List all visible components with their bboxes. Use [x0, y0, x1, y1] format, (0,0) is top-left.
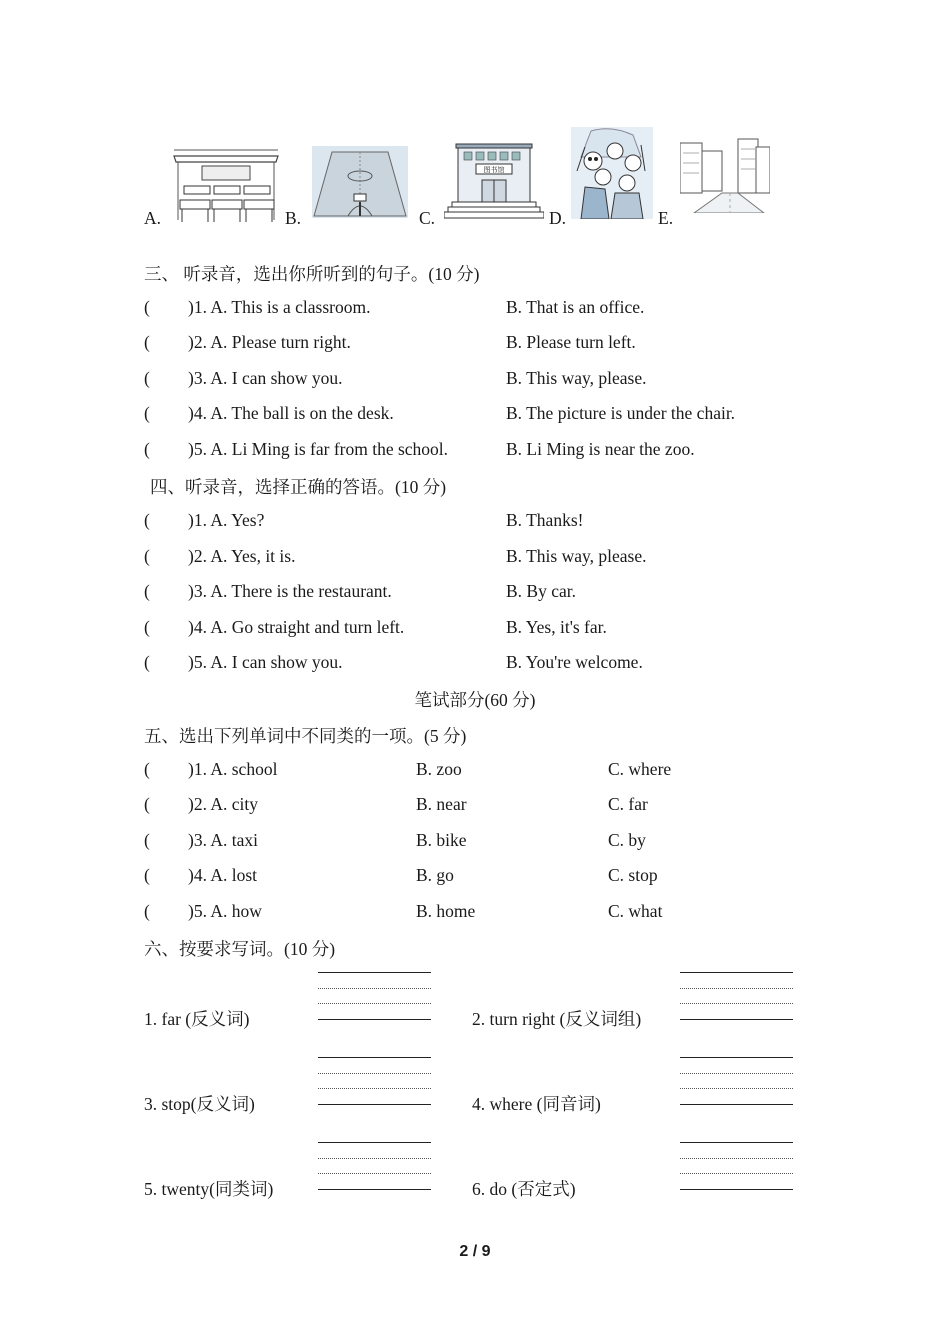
- section3-item-1: [144, 297, 864, 321]
- section5-item-1: [144, 759, 864, 783]
- section4-title: 四、听录音，选择正确的答语。(10 分): [150, 477, 447, 497]
- picture-label-d: D.: [549, 208, 567, 228]
- section3-item-3: [144, 368, 864, 392]
- written-part-header: 笔试部分(60 分): [414, 690, 536, 710]
- writing-lines-6[interactable]: [680, 1142, 793, 1190]
- option-b: B. By car.: [506, 581, 576, 601]
- answer-blank[interactable]: (: [144, 901, 150, 921]
- writing-lines-3[interactable]: [318, 1057, 431, 1105]
- section5-title: 五、选出下列单词中不同类的一项。(5 分): [144, 726, 467, 746]
- write-prompt-3: 3. stop(反义词): [144, 1094, 255, 1114]
- classroom-icon: [172, 146, 280, 222]
- answer-blank[interactable]: (: [144, 297, 150, 317]
- option-c: C. by: [608, 830, 646, 850]
- section5-item-4: [144, 865, 864, 889]
- option-c: C. stop: [608, 865, 658, 885]
- writing-lines-4[interactable]: [680, 1057, 793, 1105]
- option-c: C. where: [608, 759, 672, 779]
- library-sign: 图书馆: [483, 166, 505, 174]
- option-b: B. near: [416, 794, 467, 814]
- section4-item-1: [144, 510, 864, 534]
- children-cheering-icon: [571, 127, 653, 219]
- option-a: )3. A. taxi: [188, 830, 258, 850]
- page-number: 2 / 9: [459, 1243, 491, 1260]
- option-b: B. go: [416, 865, 454, 885]
- option-c: C. far: [608, 794, 648, 814]
- answer-blank[interactable]: (: [144, 794, 150, 814]
- option-a: )5. A. Li Ming is far from the school.: [188, 439, 449, 459]
- option-b: B. You're welcome.: [506, 652, 643, 672]
- writing-lines-1[interactable]: [318, 972, 431, 1020]
- answer-blank[interactable]: (: [144, 510, 150, 530]
- section5-item-2: [144, 794, 864, 818]
- option-a: )3. A. I can show you.: [188, 368, 343, 388]
- write-prompt-2: 2. turn right (反义词组): [472, 1009, 642, 1029]
- writing-lines-5[interactable]: [318, 1142, 431, 1190]
- picture-label-c: C.: [419, 208, 436, 228]
- option-b: B. Li Ming is near the zoo.: [506, 439, 695, 459]
- answer-blank[interactable]: (: [144, 546, 150, 566]
- answer-blank[interactable]: (: [144, 759, 150, 779]
- answer-blank[interactable]: (: [144, 830, 150, 850]
- option-a: )4. A. The ball is on the desk.: [188, 403, 394, 423]
- answer-blank[interactable]: (: [144, 581, 150, 601]
- answer-blank[interactable]: (: [144, 617, 150, 637]
- option-a: )4. A. lost: [188, 865, 258, 885]
- basketball-court-icon: [312, 146, 408, 218]
- option-b: B. zoo: [416, 759, 462, 779]
- section3-item-2: [144, 332, 864, 356]
- option-a: )2. A. city: [188, 794, 258, 814]
- option-a: )1. A. Yes?: [188, 510, 265, 530]
- write-prompt-6: 6. do (否定式): [472, 1179, 576, 1199]
- option-a: )2. A. Please turn right.: [188, 332, 351, 352]
- option-b: B. This way, please.: [506, 368, 647, 388]
- answer-blank[interactable]: (: [144, 439, 150, 459]
- option-a: )4. A. Go straight and turn left.: [188, 617, 405, 637]
- option-b: B. Thanks!: [506, 510, 584, 530]
- section4-item-5: [144, 652, 864, 676]
- option-a: )2. A. Yes, it is.: [188, 546, 296, 566]
- library-building-icon: [444, 142, 544, 220]
- picture-label-b: B.: [285, 208, 302, 228]
- option-a: )3. A. There is the restaurant.: [188, 581, 392, 601]
- section5-item-5: [144, 901, 864, 925]
- answer-blank[interactable]: (: [144, 403, 150, 423]
- option-b: B. The picture is under the chair.: [506, 403, 736, 423]
- answer-blank[interactable]: (: [144, 332, 150, 352]
- option-a: )5. A. how: [188, 901, 262, 921]
- section3-item-5: [144, 439, 864, 463]
- option-b: B. This way, please.: [506, 546, 647, 566]
- section6-title: 六、按要求写词。(10 分): [144, 939, 336, 959]
- section5-item-3: [144, 830, 864, 854]
- writing-lines-2[interactable]: [680, 972, 793, 1020]
- section3-item-4: [144, 403, 864, 427]
- option-b: B. That is an office.: [506, 297, 645, 317]
- answer-blank[interactable]: (: [144, 652, 150, 672]
- option-b: B. bike: [416, 830, 467, 850]
- answer-blank[interactable]: (: [144, 865, 150, 885]
- option-b: B. Please turn left.: [506, 332, 636, 352]
- write-prompt-4: 4. where (同音词): [472, 1094, 601, 1114]
- option-b: B. Yes, it's far.: [506, 617, 607, 637]
- write-prompt-5: 5. twenty(同类词): [144, 1179, 274, 1199]
- option-a: )1. A. This is a classroom.: [188, 297, 371, 317]
- answer-blank[interactable]: (: [144, 368, 150, 388]
- section4-item-4: [144, 617, 864, 641]
- section3-title: 三、 听录音，选出你所听到的句子。(10 分): [144, 264, 480, 284]
- write-prompt-1: 1. far (反义词): [144, 1009, 250, 1029]
- option-a: )1. A. school: [188, 759, 278, 779]
- option-c: C. what: [608, 901, 663, 921]
- option-b: B. home: [416, 901, 476, 921]
- city-street-icon: [680, 137, 770, 213]
- section4-item-2: [144, 546, 864, 570]
- section4-item-3: [144, 581, 864, 605]
- picture-label-e: E.: [658, 208, 674, 228]
- option-a: )5. A. I can show you.: [188, 652, 343, 672]
- picture-label-a: A.: [144, 208, 162, 228]
